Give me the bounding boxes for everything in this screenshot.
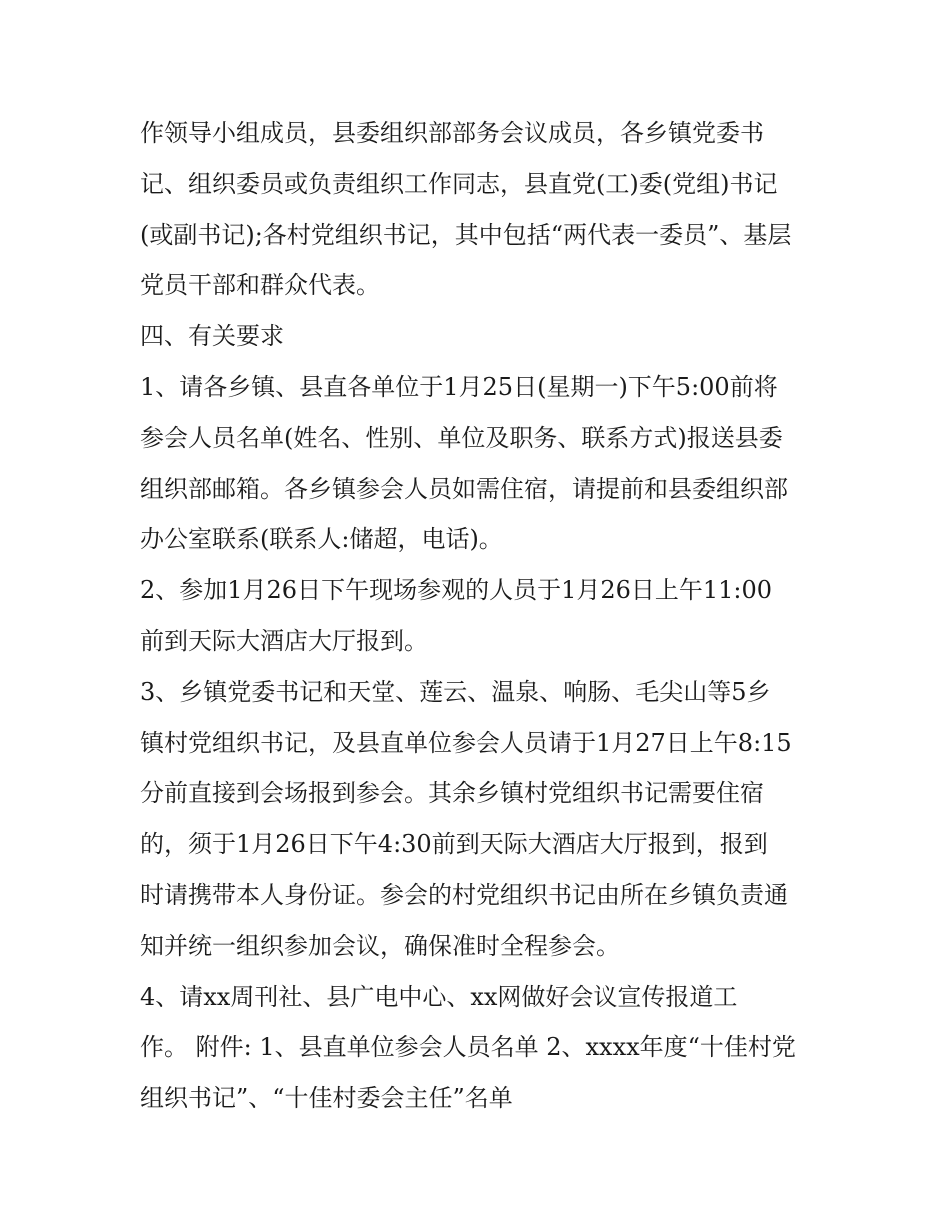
text-line-2: 记、组织委员或负责组织工作同志，县直党(工)委(党组)书记 bbox=[140, 169, 778, 198]
text-line-11: 前到天际大酒店大厅报到。 bbox=[140, 626, 428, 655]
text-line-20: 组织书记”、“十佳村委会主任”名单 bbox=[140, 1084, 513, 1113]
text-line-1: 作领导小组成员，县委组织部部务会议成员，各乡镇党委书 bbox=[140, 119, 764, 147]
text-line-15: 的，须于1月26日下午4:30前到天际大酒店大厅报到，报到 bbox=[140, 830, 768, 859]
text-line-3: (或副书记);各村党组织书记，其中包括“两代表一委员”、基层 bbox=[140, 220, 792, 249]
text-line-4: 党员干部和群众代表。 bbox=[140, 271, 380, 300]
text-line-8: 组织部邮箱。各乡镇参会人员如需住宿，请提前和县委组织部 bbox=[140, 474, 788, 503]
text-line-13: 镇村党组织书记，及县直单位参会人员请于1月27日上午8:15 bbox=[140, 728, 792, 757]
text-line-18: 4、请xx周刊社、县广电中心、xx网做好会议宣传报道工 bbox=[140, 982, 738, 1011]
document-body bbox=[140, 108, 830, 1124]
text-line-19: 作。 附件: 1、县直单位参会人员名单 2、xxxx年度“十佳村党 bbox=[140, 1033, 796, 1062]
text-line-9: 办公室联系(联系人:储超，电话)。 bbox=[140, 525, 503, 554]
section-heading-requirements: 四、有关要求 bbox=[140, 322, 284, 351]
text-line-6: 1、请各乡镇、县直各单位于1月25日(星期一)下午5:00前将 bbox=[140, 372, 778, 401]
text-line-7: 参会人员名单(姓名、性别、单位及职务、联系方式)报送县委 bbox=[140, 423, 783, 452]
text-line-12: 3、乡镇党委书记和天堂、莲云、温泉、响肠、毛尖山等5乡 bbox=[140, 677, 771, 706]
text-line-14: 分前直接到会场报到参会。其余乡镇村党组织书记需要住宿 bbox=[140, 779, 764, 808]
text-line-16: 时请携带本人身份证。参会的村党组织书记由所在乡镇负责通 bbox=[140, 880, 788, 909]
text-line-17: 知并统一组织参加会议，确保准时全程参会。 bbox=[140, 931, 620, 960]
text-line-10: 2、参加1月26日下午现场参观的人员于1月26日上午11:00 bbox=[140, 576, 773, 605]
